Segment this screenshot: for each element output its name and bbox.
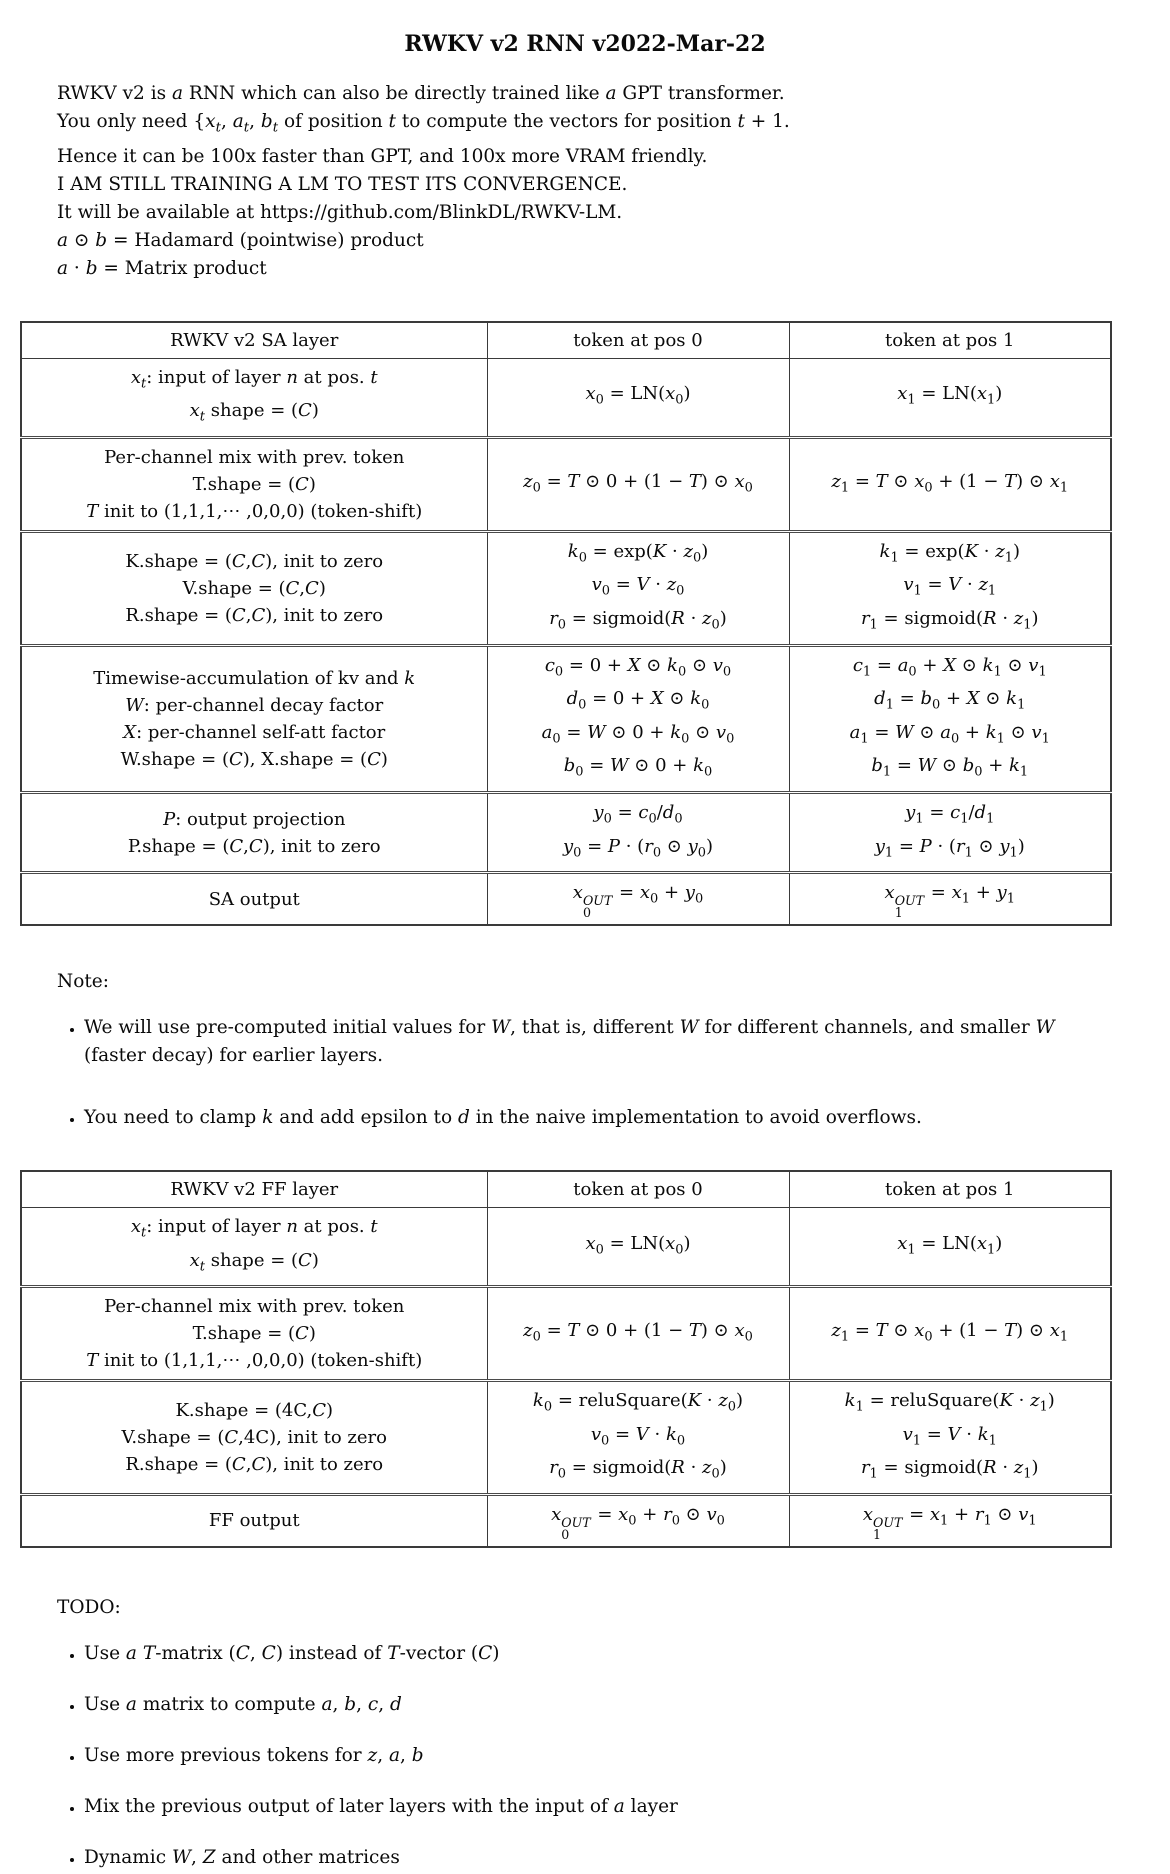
note-section <box>57 968 1115 1132</box>
pos0-cell: $k_0 = \exp(K \cdot z_0)$ $v_0 = V \cdot z_0$ $r_0$ = sigmoid(R · $z_0$) <box>487 531 789 645</box>
pos0-cell: $y_0 = c_0/d_0$ $y_0 = P \cdot (r_0$ ⊙ $y_0$) <box>487 793 789 873</box>
row-label-cell: K.shape = (C,C), init to zero V.shape = (C,C) R.shape = (C,C), init to zero <box>21 531 487 645</box>
column-header-pos0: token at pos 0 <box>487 1171 789 1208</box>
document-page <box>0 30 1170 1872</box>
row-label-cell: P: output projection P.shape = (C,C), init to zero <box>21 793 487 873</box>
intro-line: RWKV v2 is a RNN which can also be directly trained like a GPT transformer. <box>57 83 785 104</box>
table-row <box>21 1287 1111 1381</box>
note-item: • You need to clamp k and add epsilon to d in the naive implementation to avoid overflows. <box>84 1104 1115 1132</box>
pos1-cell: $x_1 = LN(x_1)$ <box>789 1208 1111 1287</box>
table-row <box>21 531 1111 645</box>
pos0-cell: $z_0 = T$ ⊙ 0 + (1 − T) ⊙ $x_0$ <box>487 437 789 531</box>
sa-layer-table <box>20 321 1112 926</box>
table-row <box>21 1208 1111 1287</box>
column-header-pos1: token at pos 1 <box>789 1171 1111 1208</box>
pos1-cell: x OUT 1 = $x_1 + r_1$ ⊙ $v_1$ <box>789 1495 1111 1547</box>
column-header-sa-layer: RWKV v2 SA layer <box>21 322 487 359</box>
row-label-cell: Timewise-accumulation of kv and k W: per-channel decay factor X: per-channel self-att factor W.shape = (C), X.shape = (C) <box>21 645 487 792</box>
intro-line: You only need {$x_t$, $a_t$, $b_t$ of position t to compute the vectors for position t + 1. <box>57 111 790 136</box>
intro-line: Hence it can be 100x faster than GPT, and 100x more VRAM friendly. <box>57 145 708 167</box>
intro-line-matrix-def: a · b = Matrix product <box>57 257 267 279</box>
pos1-cell: $z_1 = T$ ⊙ $x_0 + (1 - T)$ ⊙ $x_1$ <box>789 1287 1111 1381</box>
column-header-pos1: token at pos 1 <box>789 322 1111 359</box>
row-label-cell: K.shape = (4C,C) V.shape = (C,4C), init to zero R.shape = (C,C), init to zero <box>21 1381 487 1495</box>
row-label-cell: SA output <box>21 873 487 925</box>
table-row <box>21 1495 1111 1547</box>
intro-line: I AM STILL TRAINING A LM TO TEST ITS CONVERGENCE. <box>57 173 628 195</box>
pos1-cell: $y_1 = c_1/d_1$ $y_1 = P \cdot (r_1$ ⊙ $y_1$) <box>789 793 1111 873</box>
table-row <box>21 1381 1111 1495</box>
pos1-cell: $c_1 = a_0 + X$ ⊙ $k_1$ ⊙ $v_1$ $d_1 = b_0 + X$ ⊙ $k_1$ $a_1 = W$ ⊙ $a_0 + k_1$ ⊙ $v_1$ $b_1 = W$ ⊙ $b_0 + k_1$ <box>789 645 1111 792</box>
pos1-cell: $k_1 = \exp(K \cdot z_1)$ $v_1 = V \cdot z_1$ $r_1$ = sigmoid(R · $z_1$) <box>789 531 1111 645</box>
column-header-ff-layer: RWKV v2 FF layer <box>21 1171 487 1208</box>
row-label-cell: Per-channel mix with prev. token T.shape = (C) T init to (1,1,1,⋯ ,0,0,0) (token-shift) <box>21 437 487 531</box>
pos1-cell: $k_1$ = reluSquare(K · $z_1$) $v_1 = V \cdot k_1$ $r_1$ = sigmoid(R · $z_1$) <box>789 1381 1111 1495</box>
note-item: • We will use pre-computed initial values for W, that is, different W for different channels, and smaller W (faster decay) for earlier layers. <box>84 1014 1115 1070</box>
pos0-cell: x OUT 0 = $x_0 + r_0$ ⊙ $v_0$ <box>487 1495 789 1547</box>
todo-list <box>57 1640 1115 1872</box>
row-label-cell: $x_t$: input of layer n at pos. t $x_t$ shape = (C) <box>130 1216 378 1275</box>
todo-item: • Use a T-matrix (C, C) instead of T-vector (C) <box>84 1640 1115 1668</box>
pos0-cell: $x_0 = LN(x_0)$ <box>487 1208 789 1287</box>
column-header-pos0: token at pos 0 <box>487 322 789 359</box>
intro-section <box>57 80 1115 283</box>
pos0-cell: $k_0$ = reluSquare(K · $z_0$) $v_0 = V \cdot k_0$ $r_0$ = sigmoid(R · $z_0$) <box>487 1381 789 1495</box>
todo-item: • Use more previous tokens for z, a, b <box>84 1742 1115 1770</box>
table-row <box>21 793 1111 873</box>
page-title: RWKV v2 RNN v2022-Mar-22 <box>404 31 766 57</box>
todo-section <box>57 1594 1115 1872</box>
todo-item: • Mix the previous output of later layers with the input of a layer <box>84 1793 1115 1821</box>
pos1-cell: $z_1 = T$ ⊙ $x_0 + (1 - T)$ ⊙ $x_1$ <box>789 437 1111 531</box>
pos1-cell: x OUT 1 = $x_1 + y_1$ <box>789 873 1111 925</box>
row-label-cell: $x_t$: input of layer n at pos. t $x_t$ shape = (C) <box>130 366 378 425</box>
intro-line-repo-url: It will be available at https://github.com/BlinkDL/RWKV-LM. <box>57 201 623 223</box>
todo-item: • Dynamic W, Z and other matrices <box>84 1844 1115 1872</box>
pos0-cell: $z_0 = T$ ⊙ 0 + (1 − T) ⊙ $x_0$ <box>487 1287 789 1381</box>
table-row <box>21 437 1111 531</box>
table-row <box>21 645 1111 792</box>
pos0-cell: $x_0 = LN(x_0)$ <box>487 358 789 437</box>
table-row <box>21 873 1111 925</box>
pos0-cell: $c_0 = 0 + X$ ⊙ $k_0$ ⊙ $v_0$ $d_0 = 0 + X$ ⊙ $k_0$ $a_0 = W$ ⊙ $0 + k_0$ ⊙ $v_0$ $b_0 = W$ ⊙ $0 + k_0$ <box>487 645 789 792</box>
todo-heading: TODO: <box>57 1596 121 1618</box>
table-header-row <box>21 1171 1111 1208</box>
note-heading: Note: <box>57 971 109 993</box>
table-row <box>21 358 1111 437</box>
row-label-cell: Per-channel mix with prev. token T.shape = (C) T init to (1,1,1,⋯ ,0,0,0) (token-shift) <box>21 1287 487 1381</box>
pos1-cell: $x_1 = LN(x_1)$ <box>789 358 1111 437</box>
pos0-cell: x OUT 0 = $x_0 + y_0$ <box>487 873 789 925</box>
table-header-row <box>21 322 1111 359</box>
note-list <box>57 1014 1115 1132</box>
ff-layer-table <box>20 1170 1112 1548</box>
row-label-cell: FF output <box>21 1495 487 1547</box>
todo-item: • Use a matrix to compute a, b, c, d <box>84 1691 1115 1719</box>
intro-line-hadamard-def: a ⊙ b = Hadamard (pointwise) product <box>57 229 424 251</box>
